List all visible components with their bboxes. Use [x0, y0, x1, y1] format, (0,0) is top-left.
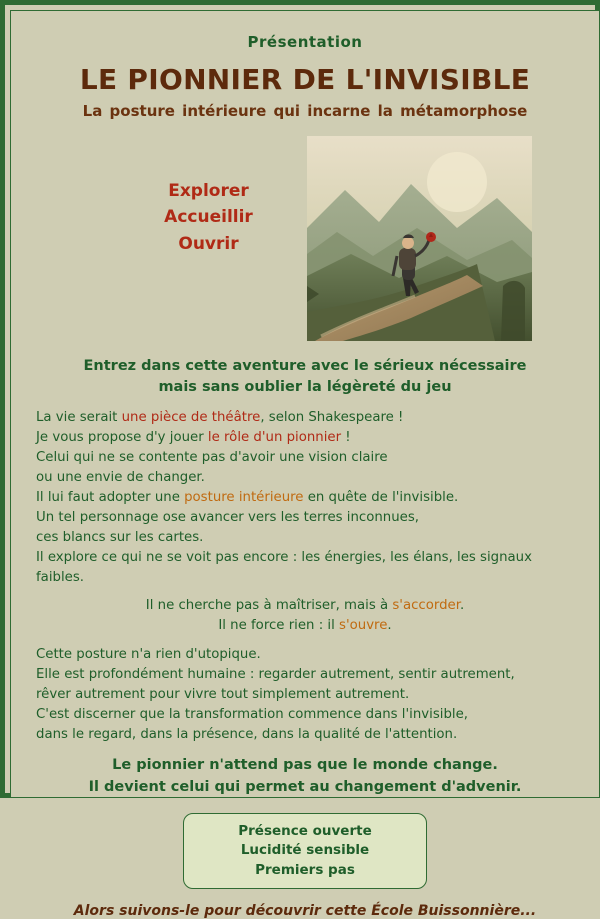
lead-paragraph [11, 356, 599, 398]
badge-item: Lucidité sensible [240, 842, 370, 859]
lead-line-2: mais sans oublier la légèreté du jeu [158, 379, 452, 396]
body-line-4: ou une envie de changer. [36, 469, 205, 485]
highlight-souvre: s'ouvre [339, 618, 388, 634]
closing-line-1: Le pionnier n'attend pas que le monde change. [112, 757, 498, 774]
badge-item: Premiers pas [255, 861, 355, 878]
body-line-12: Elle est profondément humaine : regarder autrement, sentir autrement, [36, 667, 515, 683]
body-line-13: rêver autrement pour vivre tout simplement autrement. [36, 687, 410, 703]
highlight-role-pionnier: le rôle d'un pionnier [207, 429, 342, 445]
footer-text: Alors suivons-le pour découvrir cette École Buissonnière... [73, 903, 537, 919]
body-line-5 [36, 488, 574, 508]
closing-line-2: Il devient celui qui permet au changement d'advenir. [88, 778, 522, 795]
poster-inner-frame [10, 10, 600, 919]
lead-line-1: Entrez dans cette aventure avec le sérieux nécessaire [83, 358, 527, 374]
closing-paragraph [11, 755, 599, 799]
body-line-9-b: . [459, 598, 465, 614]
body-line-2-a: Je vous propose d'y jouer [36, 429, 208, 445]
body-line-2 [36, 428, 574, 448]
verb-item: Explorer [168, 181, 249, 201]
body-line-7: ces blancs sur les cartes. [36, 529, 204, 545]
hero-row [11, 136, 599, 346]
body-line-8: Il explore ce qui ne se voit pas encore : les énergies, les élans, les signaux faibles. [36, 549, 532, 585]
body-line-1 [36, 408, 574, 428]
highlight-posture-interieure: posture intérieure [184, 489, 304, 505]
body-line-10-a: Il ne force rien : il [218, 618, 340, 634]
body-line-9 [36, 596, 574, 616]
body-line-5-b: en quête de l'invisible. [303, 489, 459, 505]
body-line-10 [36, 616, 574, 636]
body-line-11: Cette posture n'a rien d'utopique. [36, 647, 261, 663]
badge-item: Présence ouverte [238, 822, 372, 839]
body-line-5-a: Il lui faut adopter une [36, 489, 185, 505]
spacer [36, 587, 574, 596]
body-line-3: Celui qui ne se contente pas d'avoir une vision claire [36, 449, 388, 465]
verb-list [121, 178, 296, 257]
highlight-saccorder: s'accorder [392, 598, 460, 614]
body-line-1-b: , selon Shakespeare ! [260, 410, 404, 426]
body-line-10-b: . [387, 618, 392, 634]
verb-item: Accueillir [164, 207, 253, 228]
hiker-on-mountain-trail-photo [307, 136, 532, 341]
body-line-1-a: La vie serait [36, 410, 122, 426]
body-line-9-a: Il ne cherche pas à maîtriser, mais à [145, 598, 393, 614]
kicker-label: Présentation [247, 33, 363, 51]
highlight-piece-de-theatre: une pièce de théâtre [121, 410, 261, 426]
body-text [36, 408, 574, 745]
page-subtitle: La posture intérieure qui incarne la métamorphose [82, 102, 528, 120]
spacer [36, 636, 574, 645]
body-line-2-b: ! [341, 429, 351, 445]
body-line-15: dans le regard, dans la présence, dans la qualité de l'attention. [36, 727, 458, 743]
status-badge [183, 813, 427, 890]
body-line-6: Un tel personnage ose avancer vers les terres inconnues, [36, 509, 419, 525]
page-title: LE PIONNIER DE L'INVISIBLE [79, 63, 531, 96]
body-line-14: C'est discerner que la transformation commence dans l'invisible, [36, 707, 468, 723]
verb-item: Ouvrir [178, 233, 239, 254]
